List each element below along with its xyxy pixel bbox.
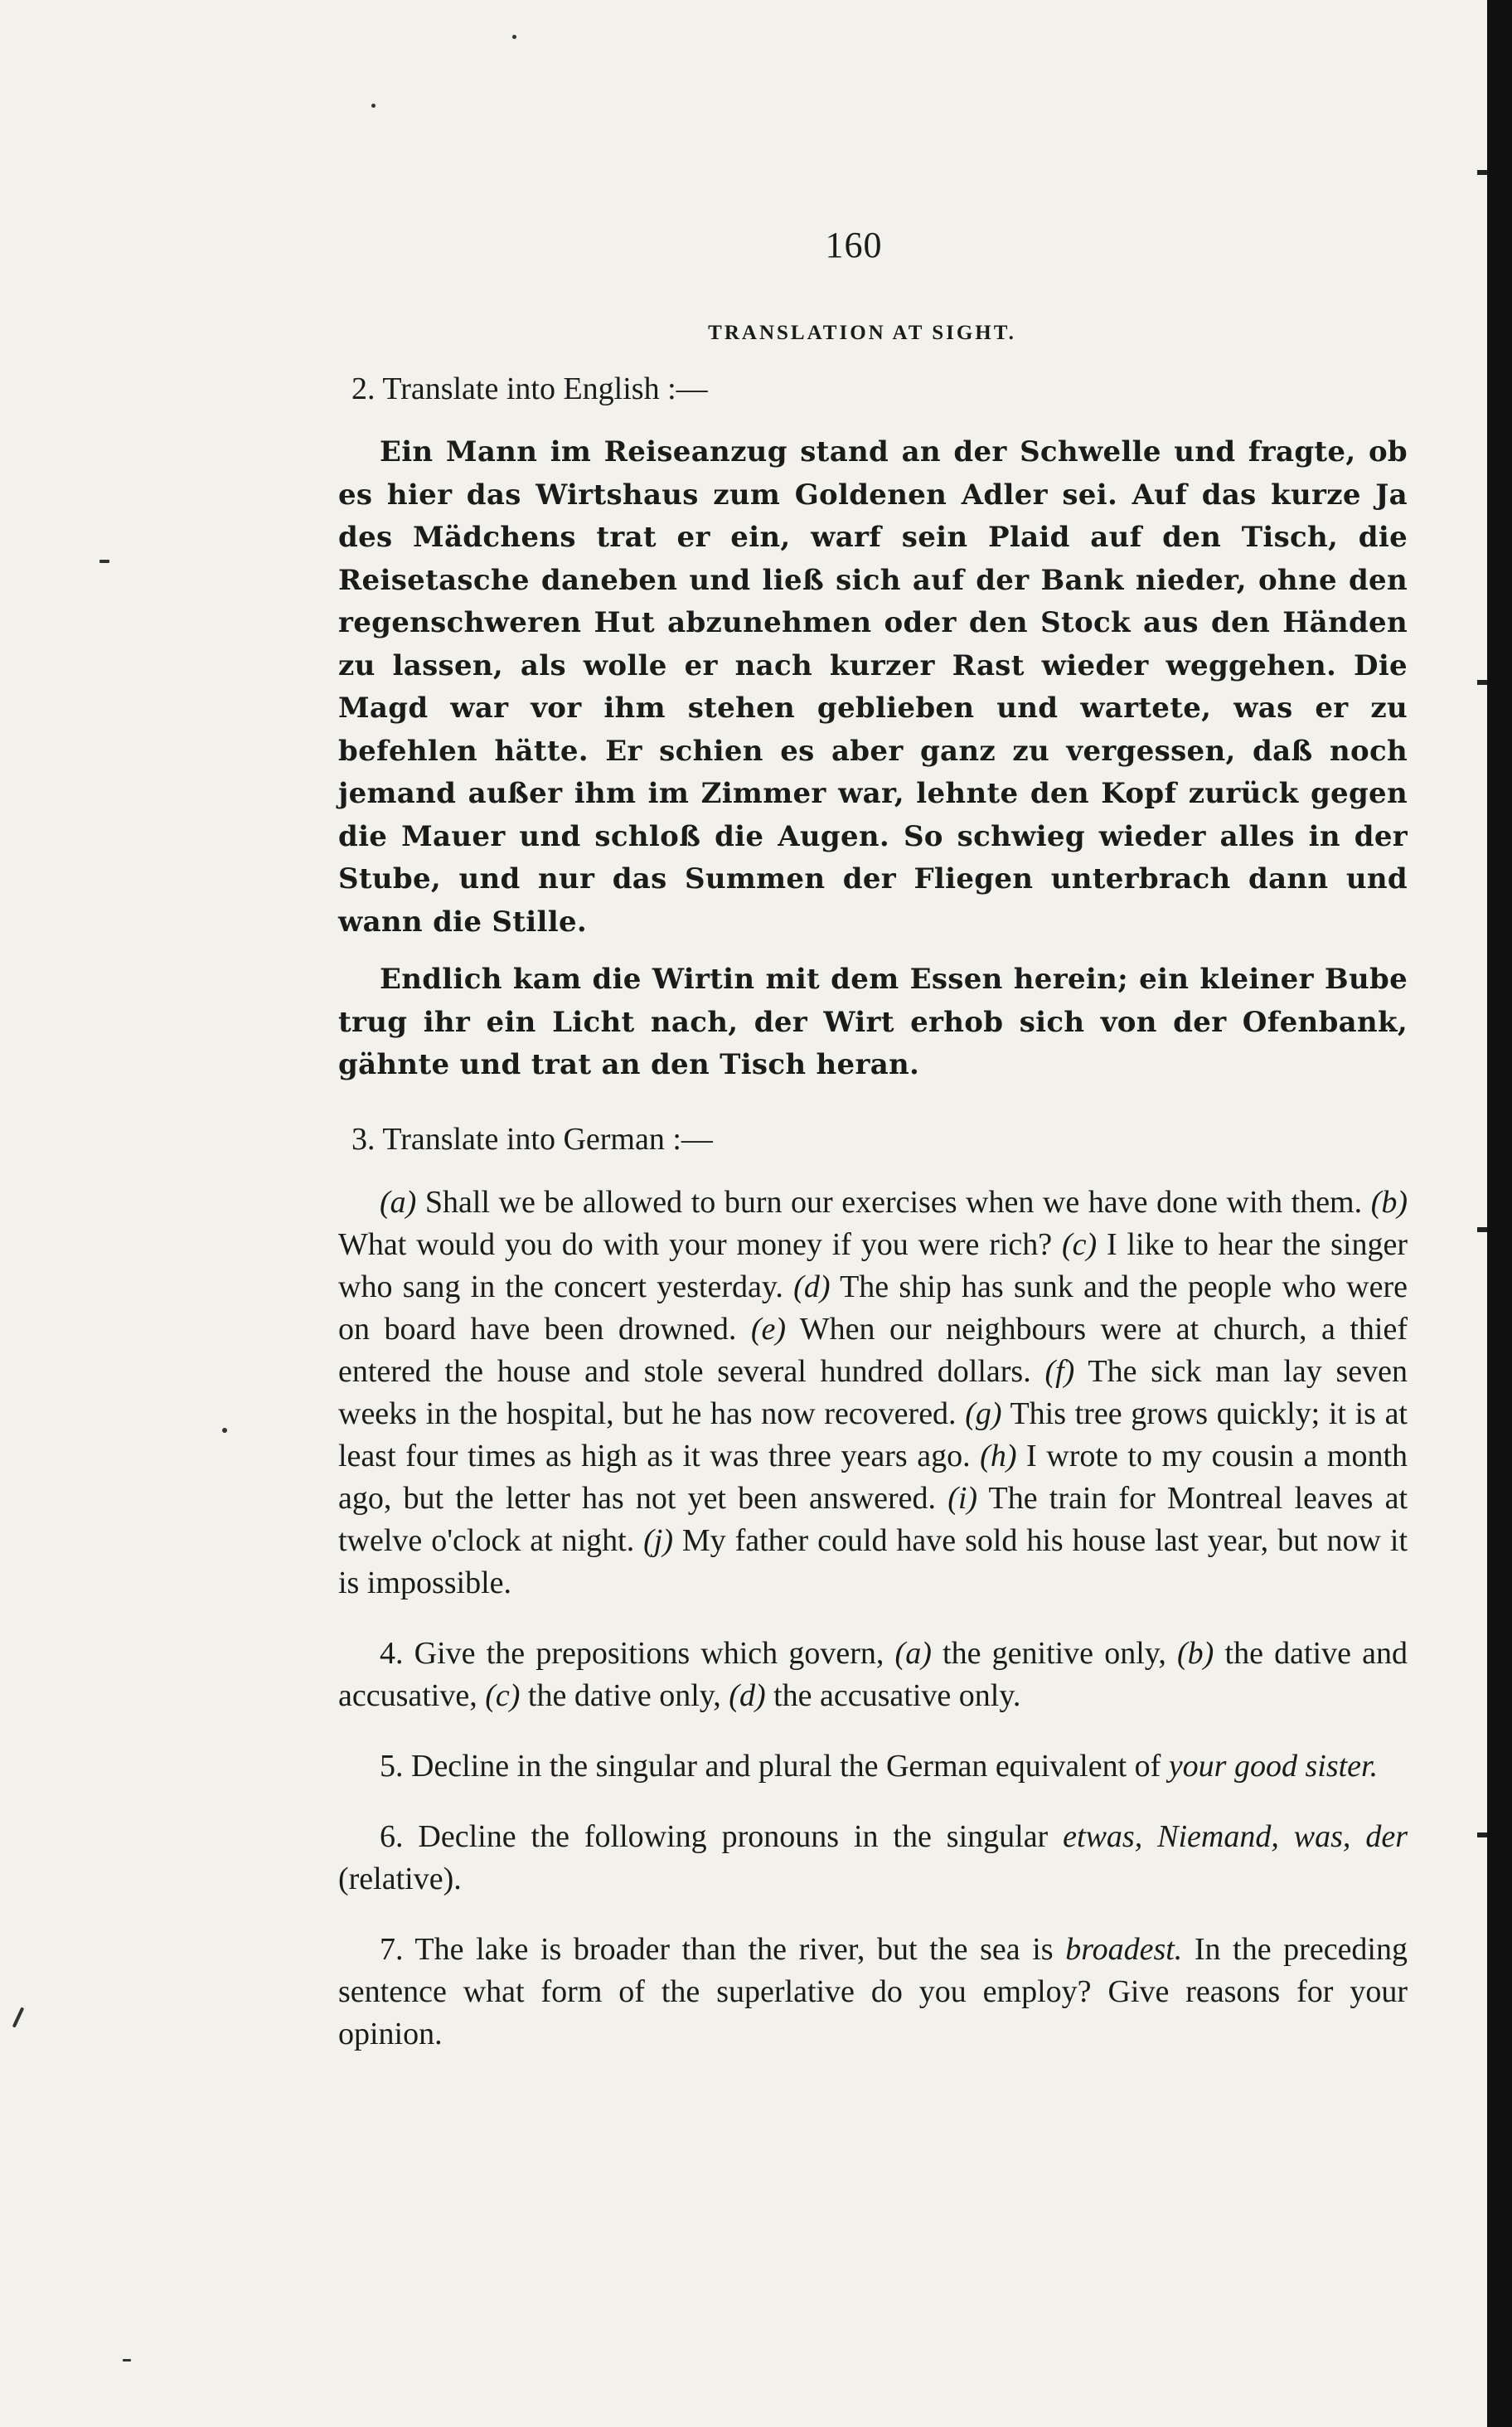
sentence-text: The ship has sunk and the people who were on board have been drowned. [338, 1269, 1408, 1347]
question-4-lead: 4. Give the prepositions which govern, [380, 1635, 895, 1671]
sentence-text: This tree grows quickly; it is at least four times as high as it was three years ago. [338, 1396, 1408, 1473]
edge-mark [1477, 680, 1487, 685]
page-content [338, 365, 1408, 2084]
option-text: the genitive only, [931, 1635, 1178, 1671]
question-7-word: broadest. [1065, 1931, 1183, 1967]
sentence-label: (a) [380, 1184, 417, 1220]
sentence-text: Shall we be allowed to burn our exercises when we have done with them. [416, 1184, 1371, 1220]
edge-mark [1477, 1832, 1487, 1837]
sentence-text: I wrote to my cousin a month ago, but the letter has not yet been answered. [338, 1438, 1408, 1516]
ink-speck [99, 560, 109, 563]
sentence-label: (h) [980, 1438, 1017, 1473]
edge-mark [1477, 1227, 1487, 1232]
sentence-label: (i) [947, 1480, 978, 1516]
question-5-lead: 5. Decline in the singular and plural the German equivalent of [380, 1748, 1169, 1784]
sentence-label: (c) [1061, 1226, 1098, 1262]
question-2-heading: 2. Translate into English :— [351, 371, 708, 406]
question-3-heading: 3. Translate into German :— [351, 1121, 713, 1157]
sentence-label: (e) [750, 1311, 786, 1347]
edge-mark [1477, 170, 1487, 175]
question-7 [338, 1929, 1408, 2056]
sentence-label: (g) [965, 1396, 1002, 1431]
german-passage-paragraph: Endlich kam die Wirtin mit dem Essen herein; ein kleiner Bube trug ihr ein Licht nach, der Wirt erhob sich von der Ofenbank, gähnte und trat an den Tisch heran. [338, 963, 1408, 1081]
sentence-label: (j) [643, 1522, 673, 1558]
sentence-label: (b) [1370, 1184, 1408, 1220]
running-head: TRANSLATION AT SIGHT. [708, 322, 1016, 344]
sentence-text: My father could have sold his house last year, but now it is impossible. [338, 1522, 1408, 1600]
question-5-phrase: your good sister. [1168, 1748, 1379, 1784]
sentence-text: I like to hear the singer who sang in the concert yesterday. [338, 1226, 1408, 1304]
question-4 [338, 1633, 1408, 1717]
sentence-text: The train for Montreal leaves at twelve o'clock at night. [338, 1480, 1408, 1558]
option-text: the accusative only. [765, 1677, 1021, 1713]
ink-speck [123, 2359, 131, 2361]
ink-speck [512, 35, 516, 39]
sentence-text: When our neighbours were at church, a thief entered the house and stole several hundred dollars. [338, 1311, 1408, 1389]
option-label: (b) [1177, 1635, 1214, 1671]
ink-speck [12, 2007, 25, 2027]
question-6-pronouns: etwas, Niemand, was, der [1063, 1818, 1408, 1854]
sentence-text: What would you do with your money if you were rich? [338, 1226, 1062, 1262]
question-7-tail: In the preceding sentence what form of the superlative do you employ? Give reasons for your opinion. [338, 1931, 1408, 2051]
question-5 [338, 1745, 1408, 1788]
page-number: 160 [825, 225, 883, 265]
sentence-label: (f) [1044, 1353, 1075, 1389]
option-text: the dative only, [520, 1677, 729, 1713]
question-6-lead: 6. Decline the following pronouns in the singular [380, 1818, 1064, 1854]
question-6-tail: (relative). [338, 1861, 462, 1896]
question-7-lead: 7. The lake is broader than the river, but the sea is [380, 1931, 1066, 1967]
sentence-text: The sick man lay seven weeks in the hospital, but he has now recovered. [338, 1353, 1408, 1431]
option-label: (d) [729, 1677, 766, 1713]
option-text: the dative and accusative, [338, 1635, 1408, 1713]
ink-speck [222, 1428, 227, 1433]
ink-speck [371, 104, 376, 108]
sentence-label: (d) [793, 1269, 831, 1304]
option-label: (c) [485, 1677, 521, 1713]
question-6 [338, 1816, 1408, 1900]
german-passage-paragraph: Ein Mann im Reiseanzug stand an der Schwelle und fragte, ob es hier das Wirtshaus zum Goldenen Adler sei. Auf das kurze Ja des Mädchens trat er ein, warf sein Plaid auf den Tisch, die Reisetasche daneben und ließ sich auf der Bank nieder, ohne den regenschweren Hut abzunehmen oder den Stock aus den Händen zu lassen, als wolle er nach kurzer Rast wieder weggehen. Die Magd war vor ihm stehen geblieben und wartete, was er zu befehlen hätte. Er schien es aber ganz zu vergessen, daß noch jemand außer ihm im Zimmer war, lehnte den Kopf zurück gegen die Mauer und schloß die Augen. So schwieg wieder alles in der Stube, und nur das Summen der Fliegen unterbrach dann und wann die Stille. [338, 435, 1408, 939]
option-label: (a) [894, 1635, 932, 1671]
question-3-sentences [338, 1182, 1408, 1604]
page-edge-shadow [1487, 0, 1512, 2427]
